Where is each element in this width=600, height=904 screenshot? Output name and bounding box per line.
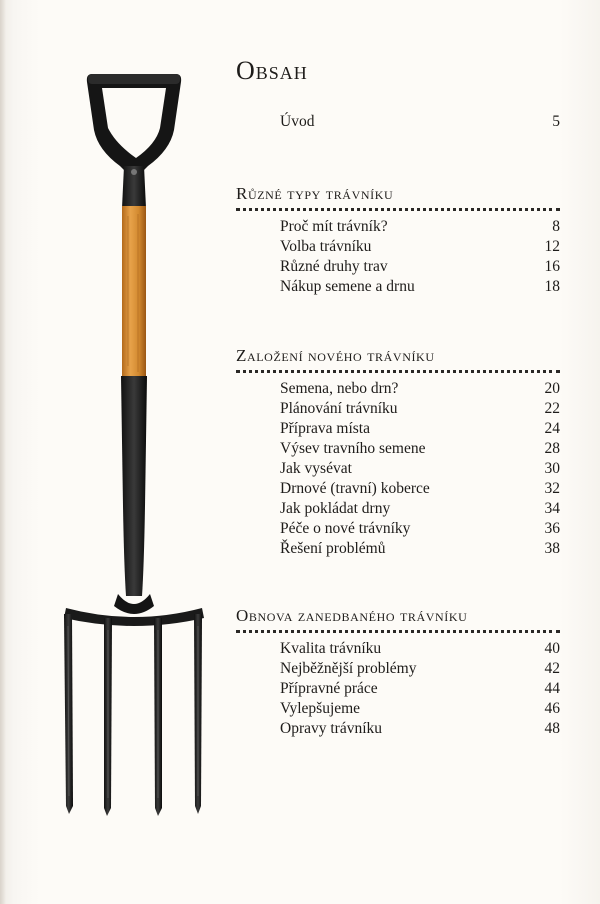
toc-entry[interactable] xyxy=(280,217,560,237)
toc-entry-label: Volba trávníku xyxy=(280,238,372,255)
toc-entry-page: 30 xyxy=(544,460,560,477)
toc-entry-label: Nákup semene a drnu xyxy=(280,278,415,295)
page-gutter-shadow xyxy=(0,0,6,904)
toc-entry-page: 48 xyxy=(544,720,560,737)
toc-intro-entry[interactable] xyxy=(236,112,560,132)
toc-entry-page: 28 xyxy=(544,440,560,457)
section-title: Obnova zanedbaného trávníku xyxy=(236,606,560,633)
toc-entry-label: Jak vysévat xyxy=(280,460,352,477)
toc-entry-page: 22 xyxy=(544,400,560,417)
toc-entry-label: Nejběžnější problémy xyxy=(280,660,417,677)
garden-fork-icon xyxy=(58,66,208,821)
toc-section-zalozeni xyxy=(236,346,560,559)
toc-entry-label: Kvalita trávníku xyxy=(280,640,382,657)
toc-entry-label: Příprava místa xyxy=(280,420,370,437)
toc-entry-page: 5 xyxy=(552,113,560,130)
toc-section-obnova xyxy=(236,606,560,739)
toc-entry-label: Různé druhy trav xyxy=(280,258,388,275)
toc-entry-list xyxy=(236,639,560,739)
toc-entry-page: 24 xyxy=(544,420,560,437)
toc-entry-page: 44 xyxy=(544,680,560,697)
toc-entry[interactable] xyxy=(280,519,560,539)
toc-entry-page: 32 xyxy=(544,480,560,497)
toc-entry[interactable] xyxy=(280,499,560,519)
toc-entry[interactable] xyxy=(280,237,560,257)
toc-entry[interactable] xyxy=(280,257,560,277)
toc-entry[interactable] xyxy=(280,539,560,559)
toc-entry[interactable] xyxy=(280,719,560,739)
toc-entry[interactable] xyxy=(280,659,560,679)
toc-entry-page: 36 xyxy=(544,520,560,537)
toc-entry-label: Řešení problémů xyxy=(280,540,386,557)
toc-entry-page: 8 xyxy=(552,218,560,235)
toc-entry-page: 40 xyxy=(544,640,560,657)
toc-entry[interactable] xyxy=(280,439,560,459)
toc-entry-page: 12 xyxy=(544,238,560,255)
toc-entry-label: Přípravné práce xyxy=(280,680,378,697)
toc-entry[interactable] xyxy=(280,679,560,699)
toc-entry-label: Vylepšujeme xyxy=(280,700,361,717)
toc-entry-label: Jak pokládat drny xyxy=(280,500,391,517)
toc-entry-list xyxy=(236,217,560,297)
toc-entry-label: Semena, nebo drn? xyxy=(280,380,399,397)
toc-entry-label: Proč mít trávník? xyxy=(280,218,388,235)
toc-entry[interactable] xyxy=(280,277,560,297)
toc-entry-page: 46 xyxy=(544,700,560,717)
toc-entry-page: 18 xyxy=(544,278,560,295)
toc-entry-page: 20 xyxy=(544,380,560,397)
toc-entry-label: Opravy trávníku xyxy=(280,720,383,737)
toc-entry-page: 16 xyxy=(544,258,560,275)
toc-entry[interactable] xyxy=(280,699,560,719)
section-title: Založení nového trávníku xyxy=(236,346,560,373)
toc-entry-label: Plánování trávníku xyxy=(280,400,398,417)
toc-entry-page: 38 xyxy=(544,540,560,557)
toc-entry-label: Drnové (travní) koberce xyxy=(280,480,430,497)
toc-section-ruzne-typy xyxy=(236,184,560,297)
section-title: Různé typy trávníku xyxy=(236,184,560,211)
toc-entry-page: 34 xyxy=(544,500,560,517)
page-title: Obsah xyxy=(236,56,308,85)
toc-entry-page: 42 xyxy=(544,660,560,677)
toc-entry-label: Výsev travního semene xyxy=(280,440,426,457)
toc-entry-label: Úvod xyxy=(280,113,315,130)
toc-entry[interactable] xyxy=(280,112,560,132)
toc-entry[interactable] xyxy=(280,399,560,419)
toc-entry-label: Péče o nové trávníky xyxy=(280,520,411,537)
toc-entry[interactable] xyxy=(280,419,560,439)
toc-entry[interactable] xyxy=(280,459,560,479)
toc-entry[interactable] xyxy=(280,479,560,499)
toc-entry[interactable] xyxy=(280,379,560,399)
toc-entry[interactable] xyxy=(280,639,560,659)
toc-entry-list xyxy=(236,379,560,559)
